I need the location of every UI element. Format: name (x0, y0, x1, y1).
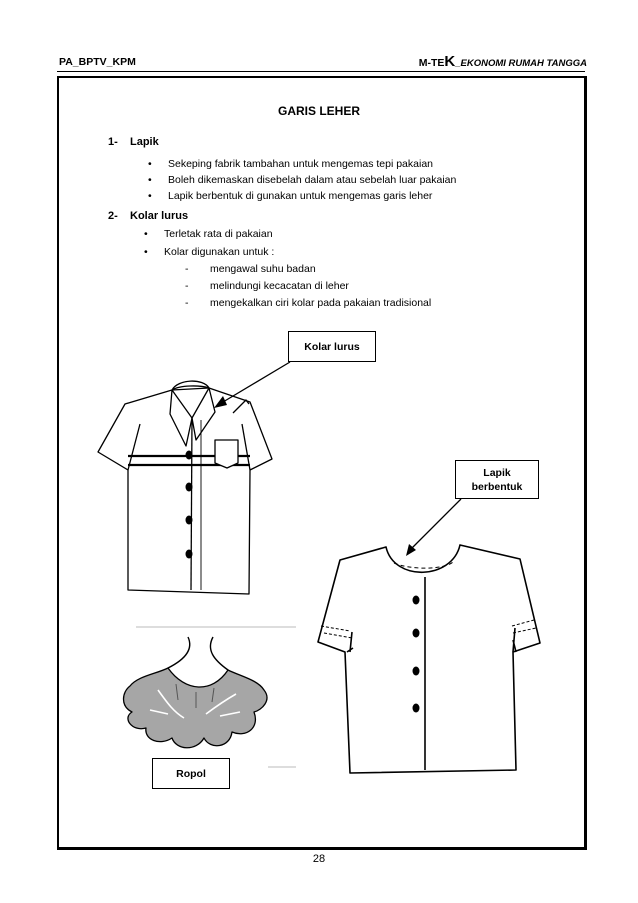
page-number: 28 (312, 853, 326, 865)
section-2-sub-item-text: melindungi kecacatan di leher (210, 280, 349, 292)
section-1-bullet-text: Boleh dikemaskan disebelah dalam atau sebelah luar pakaian (168, 174, 457, 186)
page-title: GARIS LEHER (277, 104, 360, 118)
section-1-bullet-text: Sekeping fabrik tambahan untuk mengemas tepi pakaian (168, 158, 434, 170)
dash-icon: - (185, 263, 189, 275)
section-1-number: 1- (108, 136, 118, 148)
header-right-big-letter: K (444, 53, 456, 70)
bullet-icon: • (148, 174, 152, 186)
section-1-bullet-text: Lapik berbentuk di gunakan untuk mengemas garis leher (168, 190, 433, 202)
section-2-number: 2- (108, 210, 118, 222)
label-lapik-line1: Lapik (483, 466, 511, 479)
kolar-lurus-pointer-line (218, 362, 290, 405)
lapik-pointer-line (412, 499, 461, 548)
section-1-title: Lapik (130, 136, 159, 148)
bullet-icon: • (148, 158, 152, 170)
label-kolar-lurus: Kolar lurus (288, 331, 376, 362)
dash-icon: - (185, 297, 189, 309)
bullet-icon: • (144, 228, 148, 240)
section-2-bullet-text: Terletak rata di pakaian (164, 228, 273, 240)
shirt-illustration (98, 381, 272, 594)
bullet-icon: • (148, 190, 152, 202)
bullet-icon: • (144, 246, 148, 258)
label-lapik-line2: berbentuk (471, 480, 523, 493)
header-right-prefix: M-TE (418, 57, 445, 69)
header-left: PA_BPTV_KPM (59, 56, 136, 68)
blouse-illustration (318, 545, 540, 773)
header-right-suffix: _EKONOMI RUMAH TANGGA (455, 58, 587, 69)
dash-icon: - (185, 280, 189, 292)
section-2-sub-item-text: mengekalkan ciri kolar pada pakaian tradisional (210, 297, 432, 309)
label-ropol: Ropol (152, 758, 230, 789)
section-2-sub-item-text: mengawal suhu badan (210, 263, 316, 275)
section-2-title: Kolar lurus (130, 210, 189, 222)
label-lapik-berbentuk (455, 460, 539, 499)
section-2-bullet-text: Kolar digunakan untuk : (164, 246, 275, 258)
ropol-collar-illustration (124, 627, 297, 748)
